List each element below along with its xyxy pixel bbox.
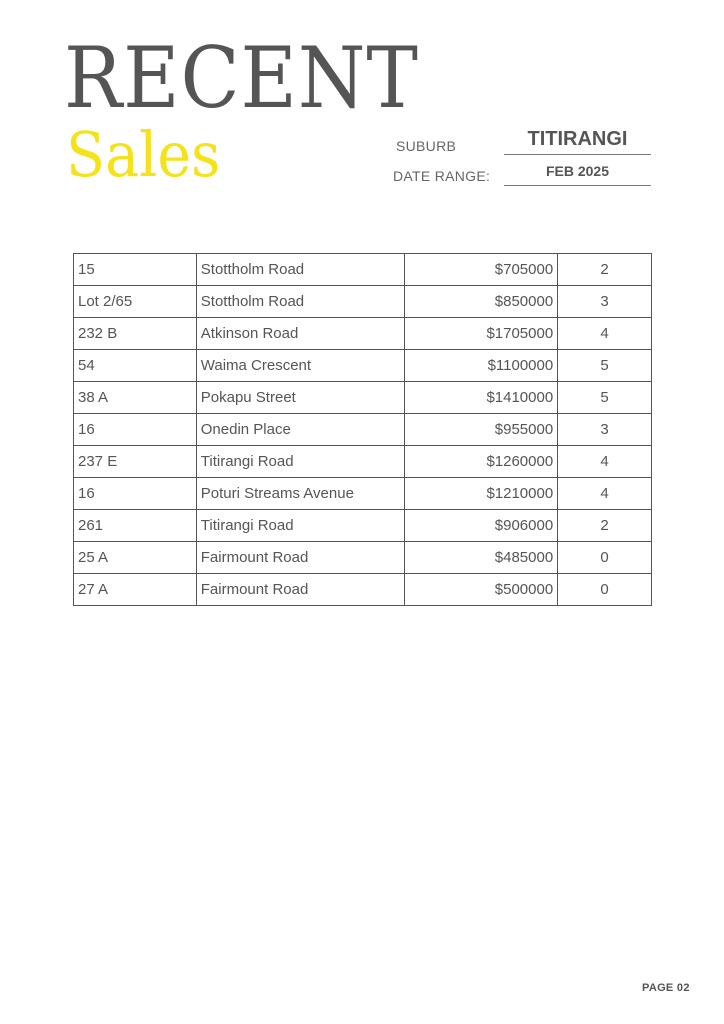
sale-price-cell: $850000 [405,286,558,318]
street-name-cell: Stottholm Road [196,286,405,318]
suburb-value: TITIRANGI [504,126,651,155]
sale-price-cell: $705000 [405,254,558,286]
street-number-cell: 27 A [74,574,197,606]
bedrooms-cell: 3 [558,286,652,318]
street-name-cell: Fairmount Road [196,542,405,574]
table-row [74,414,652,446]
sale-price-cell: $955000 [405,414,558,446]
table-row [74,350,652,382]
bedrooms-cell: 4 [558,318,652,350]
street-number-cell: Lot 2/65 [74,286,197,318]
date-range-label: DATE RANGE: [393,168,491,184]
street-name-cell: Fairmount Road [196,574,405,606]
date-range-value: FEB 2025 [504,160,651,186]
table-row [74,446,652,478]
street-number-cell: 237 E [74,446,197,478]
street-number-cell: 15 [74,254,197,286]
page-subtitle: Sales [66,118,221,191]
sale-price-cell: $1410000 [405,382,558,414]
sale-price-cell: $1210000 [405,478,558,510]
sale-price-cell: $1260000 [405,446,558,478]
table-row [74,382,652,414]
street-number-cell: 38 A [74,382,197,414]
street-name-cell: Pokapu Street [196,382,405,414]
street-name-cell: Titirangi Road [196,510,405,542]
sales-table-body [74,254,652,606]
bedrooms-cell: 5 [558,350,652,382]
table-row [74,542,652,574]
table-row [74,286,652,318]
bedrooms-cell: 4 [558,478,652,510]
table-row [74,510,652,542]
street-name-cell: Atkinson Road [196,318,405,350]
sales-table [73,253,652,606]
street-name-cell: Titirangi Road [196,446,405,478]
bedrooms-cell: 0 [558,542,652,574]
suburb-label: SUBURB [396,138,457,154]
table-row [74,254,652,286]
table-row [74,318,652,350]
street-name-cell: Onedin Place [196,414,405,446]
street-number-cell: 16 [74,478,197,510]
street-number-cell: 25 A [74,542,197,574]
street-number-cell: 232 B [74,318,197,350]
page-title: RECENT [64,29,419,127]
bedrooms-cell: 2 [558,254,652,286]
table-row [74,574,652,606]
sale-price-cell: $485000 [405,542,558,574]
bedrooms-cell: 4 [558,446,652,478]
street-name-cell: Stottholm Road [196,254,405,286]
sale-price-cell: $500000 [405,574,558,606]
sale-price-cell: $1100000 [405,350,558,382]
bedrooms-cell: 2 [558,510,652,542]
sale-price-cell: $1705000 [405,318,558,350]
bedrooms-cell: 0 [558,574,652,606]
bedrooms-cell: 3 [558,414,652,446]
street-number-cell: 261 [74,510,197,542]
sale-price-cell: $906000 [405,510,558,542]
street-number-cell: 16 [74,414,197,446]
page-number: PAGE 02 [642,982,690,994]
table-row [74,478,652,510]
street-number-cell: 54 [74,350,197,382]
street-name-cell: Poturi Streams Avenue [196,478,405,510]
bedrooms-cell: 5 [558,382,652,414]
street-name-cell: Waima Crescent [196,350,405,382]
